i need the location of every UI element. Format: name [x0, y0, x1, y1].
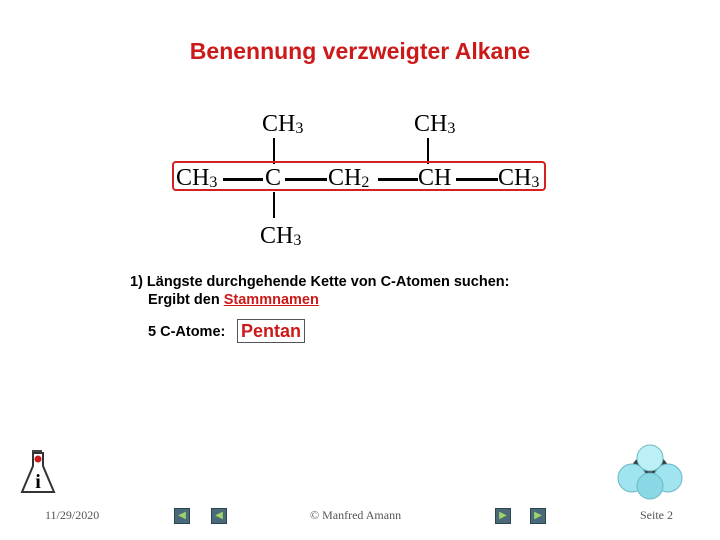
chain-atom-3: $CH_2$ — [328, 165, 370, 191]
chain-atom-1: $CH_3$ — [176, 165, 218, 191]
nav-first-button[interactable]: ◀ — [174, 508, 190, 524]
bottom-methyl: $CH_3$ — [260, 223, 302, 249]
slide-title: Benennung verzweigter Alkane — [189, 38, 531, 64]
bond-bottom — [273, 192, 275, 218]
step-1-result-line — [148, 292, 319, 308]
nav-next-button[interactable]: ▶ — [495, 508, 511, 524]
chain-bond-3 — [378, 178, 418, 181]
chain-atom-5: $CH_3$ — [498, 165, 540, 191]
nav-prev-button[interactable]: ◀ — [211, 508, 227, 524]
step-1-instruction: 1) Längste durchgehende Kette von C-Atomen suchen: — [130, 274, 510, 290]
stem-name-box: Pentan — [237, 319, 305, 343]
step-1-prefix: Ergibt den — [148, 292, 224, 308]
footer-page-number: Seite 2 — [640, 508, 673, 522]
chain-bond-1 — [223, 178, 263, 181]
flask-info-icon — [18, 448, 58, 496]
chain-bond-2 — [285, 178, 327, 181]
chain-bond-4 — [456, 178, 498, 181]
chain-atom-2: C — [265, 165, 282, 191]
svg-text:i: i — [35, 471, 41, 493]
footer-copyright: © Manfred Amann — [310, 508, 402, 522]
footer-date: 11/29/2020 — [45, 508, 100, 522]
carbon-count-label: 5 C-Atome: — [148, 324, 226, 340]
top-left-methyl: $CH_3$ — [262, 111, 304, 137]
stammnamen-highlight: Stammnamen — [223, 292, 319, 308]
methane-model-icon — [612, 440, 688, 502]
chain-atom-4: CH — [418, 165, 452, 191]
top-right-methyl: $CH_3$ — [414, 111, 456, 137]
nav-last-button[interactable]: ▶ — [530, 508, 546, 524]
